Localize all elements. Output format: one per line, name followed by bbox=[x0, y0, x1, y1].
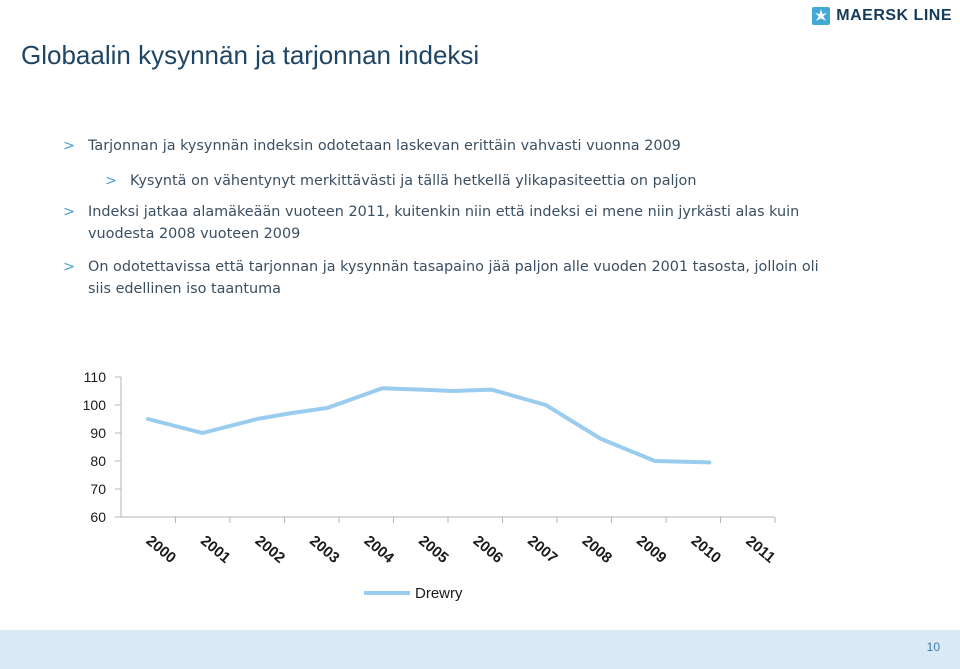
x-tick-label: 2006 bbox=[469, 532, 507, 567]
x-tick-label: 2007 bbox=[524, 532, 561, 567]
x-tick-label: 2010 bbox=[687, 532, 725, 567]
brand-name: MAERSK LINE bbox=[836, 7, 952, 24]
footer-band bbox=[0, 630, 960, 669]
x-tick-label: 2000 bbox=[142, 532, 180, 567]
bullet-marker: > bbox=[63, 204, 76, 220]
x-tick-label: 2011 bbox=[742, 532, 779, 567]
x-tick-label: 2004 bbox=[360, 532, 398, 567]
y-tick-label: 100 bbox=[82, 397, 106, 413]
y-tick-label: 110 bbox=[83, 369, 106, 385]
slide-title: Globaalin kysynnän ja tarjonnan indeksi bbox=[21, 40, 480, 70]
bullet-marker: > bbox=[63, 138, 76, 154]
page-number: 10 bbox=[926, 640, 940, 654]
y-tick-label: 90 bbox=[90, 425, 106, 441]
brand-logo bbox=[812, 6, 952, 26]
bullet-text: Tarjonnan ja kysynnän indeksin odotetaan laskevan erittäin vahvasti vuonna 2009 bbox=[88, 138, 681, 154]
bullet-text-continuation: vuodesta 2008 vuoteen 2009 bbox=[88, 226, 301, 242]
bullet-item bbox=[63, 135, 681, 157]
series-line-drewry bbox=[148, 388, 709, 462]
x-tick-label: 2008 bbox=[578, 532, 616, 567]
bullet-text: Indeksi jatkaa alamäkeään vuoteen 2011, kuitenkin niin että indeksi ei mene niin jyrkästi alas kuin bbox=[88, 204, 800, 220]
bullet-text-continuation: siis edellinen iso taantuma bbox=[88, 281, 281, 297]
bullet-item bbox=[63, 256, 819, 300]
x-tick-label: 2001 bbox=[197, 532, 234, 567]
y-tick-label: 80 bbox=[90, 453, 106, 469]
x-tick-label: 2005 bbox=[415, 532, 452, 567]
x-tick-label: 2003 bbox=[306, 532, 343, 567]
bullet-marker: > bbox=[105, 173, 118, 189]
bullet-text: On odotettavissa että tarjonnan ja kysynnän tasapaino jää paljon alle vuoden 2001 tasosta, jolloin oli bbox=[88, 259, 819, 275]
x-tick-label: 2009 bbox=[633, 532, 670, 567]
sub-bullet-item bbox=[105, 170, 696, 192]
bullet-marker: > bbox=[63, 259, 76, 275]
seven-point-star-icon bbox=[812, 7, 830, 25]
y-tick-label: 70 bbox=[90, 481, 106, 497]
x-tick-label: 2002 bbox=[251, 532, 289, 567]
bullet-text: Kysyntä on vähentynyt merkittävästi ja tällä hetkellä ylikapasiteettia on paljon bbox=[130, 173, 697, 189]
y-tick-label: 60 bbox=[90, 509, 106, 525]
legend-label: Drewry bbox=[415, 585, 463, 602]
bullet-item bbox=[63, 201, 799, 245]
